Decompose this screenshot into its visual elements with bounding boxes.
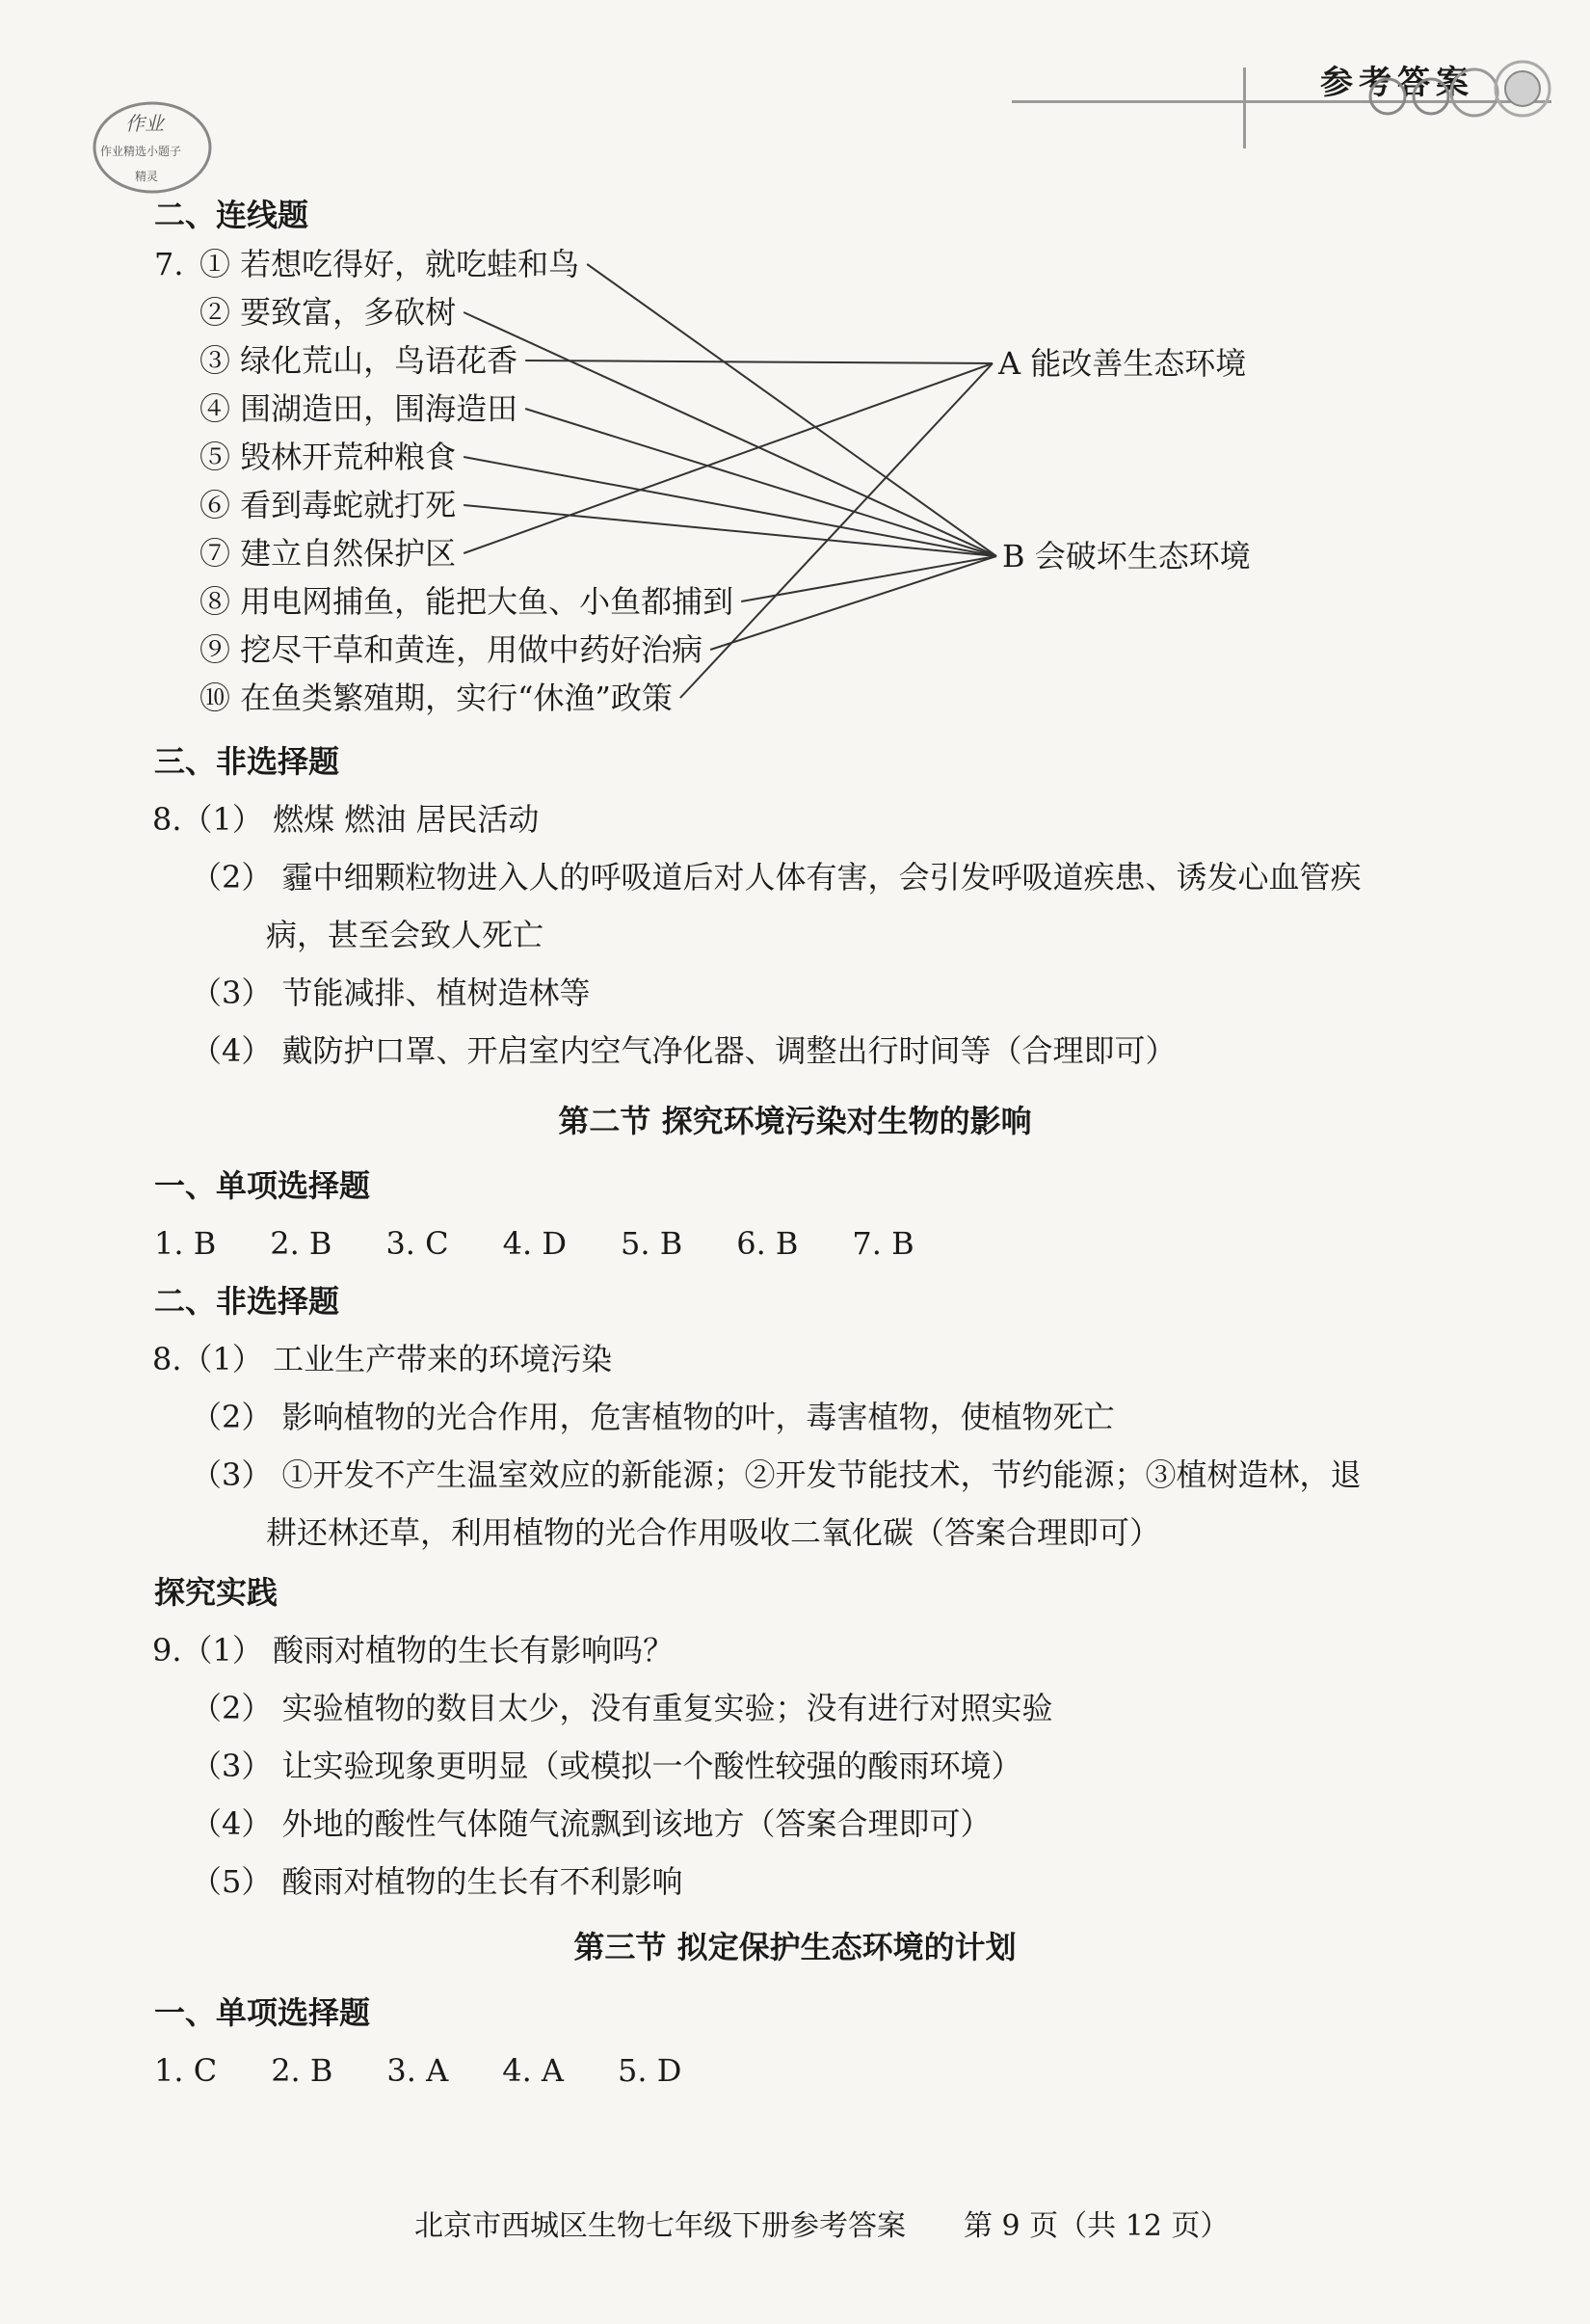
s2-q9-line: （5） 酸雨对植物的生长有不利影响: [191, 1863, 683, 1900]
stamp-top-text: 作业: [125, 112, 164, 135]
heading-practice: 探究实践: [154, 1574, 278, 1611]
section3-title: 第三节 拟定保护生态环境的计划: [573, 1929, 1017, 1965]
s1-q8-line: （3） 节能减排、植树造林等: [191, 975, 591, 1011]
match-item: ④ 围湖造田，围海造田: [199, 390, 518, 427]
header-title: 参考答案: [1320, 64, 1474, 102]
s2-q8-line: （3） ①开发不产生温室效应的新能源；②开发节能技术，节约能源；③植树造林，退: [191, 1456, 1362, 1493]
footer-text: 北京市西城区生物七年级下册参考答案: [414, 2209, 906, 2243]
match-item: ⑥ 看到毒蛇就打死: [199, 487, 457, 523]
answer: 4. D: [502, 1225, 567, 1262]
s2-q9-line: （3） 让实验现象更明显（或模拟一个酸性较强的酸雨环境）: [191, 1748, 1022, 1784]
match-item: ① 若想吃得好，就吃蛙和鸟: [199, 246, 580, 282]
heading-single-choice-3: 一、单项选择题: [154, 1994, 371, 2031]
match-item: ⑦ 建立自然保护区: [199, 535, 457, 572]
answer: 3. A: [386, 2052, 449, 2089]
match-item: ⑩ 在鱼类繁殖期，实行“休渔”政策: [199, 680, 673, 716]
answer: 7. B: [852, 1225, 914, 1262]
footer-page: 第 9 页（共 12 页）: [964, 2209, 1230, 2243]
match-target-a: A 能改善生态环境: [998, 345, 1247, 382]
s1-q8-line: （4） 戴防护口罩、开启室内空气净化器、调整出行时间等（合理即可）: [191, 1032, 1177, 1069]
s1-q8-line: 病，甚至会致人死亡: [266, 917, 544, 953]
answer: 2. B: [271, 2052, 333, 2089]
heading-nonchoice-1: 三、非选择题: [154, 743, 340, 780]
q7-number: 7.: [154, 246, 184, 282]
match-item: ⑧ 用电网捕鱼，能把大鱼、小鱼都捕到: [199, 583, 734, 620]
answer: 6. B: [736, 1225, 799, 1262]
answer: 4. A: [502, 2052, 565, 2089]
s2-answer-row: [154, 1224, 968, 1263]
match-item: ⑤ 毁林开荒种粮食: [199, 439, 457, 475]
match-item: ③ 绿化荒山，鸟语花香: [199, 342, 518, 379]
heading-nonchoice-2: 二、非选择题: [154, 1283, 340, 1320]
match-link-line: [587, 264, 996, 556]
s1-q8-line: （2） 霾中细颗粒物进入人的呼吸道后对人体有害，会引发呼吸道疾患、诱发心血管疾: [191, 859, 1362, 895]
matching-lines: [0, 0, 1590, 771]
answer: 1. C: [154, 2052, 218, 2089]
answer: 5. B: [620, 1225, 683, 1262]
match-link-line: [741, 556, 996, 601]
s3-answer-row: [154, 2051, 735, 2090]
stamp-bottom-text: 精灵: [135, 170, 159, 183]
s2-q9-line: 9.（1） 酸雨对植物的生长有影响吗？: [152, 1632, 675, 1669]
answer: 2. B: [270, 1225, 332, 1262]
s1-q8-line: 8.（1） 燃煤 燃油 居民活动: [152, 801, 540, 838]
match-link-line: [464, 363, 993, 553]
section2-title: 第二节 探究环境污染对生物的影响: [558, 1103, 1032, 1139]
s2-q9-line: （2） 实验植物的数目太少，没有重复实验；没有进行对照实验: [191, 1690, 1053, 1726]
stamp-mid-text: 作业精选小题子: [100, 145, 182, 158]
match-item: ⑨ 挖尽干草和黄连，用做中药好治病: [199, 631, 703, 668]
match-link-line: [525, 361, 993, 363]
match-link-line: [710, 556, 996, 650]
s2-q8-line: （2） 影响植物的光合作用，危害植物的叶，毒害植物，使植物死亡: [191, 1399, 1115, 1435]
heading-single-choice-2: 一、单项选择题: [154, 1167, 371, 1204]
s2-q8-line: 8.（1） 工业生产带来的环境污染: [152, 1341, 613, 1377]
answer: 3. C: [385, 1225, 449, 1262]
answer: 5. D: [618, 2052, 682, 2089]
match-target-b: B 会破坏生态环境: [1002, 538, 1251, 574]
heading-matching: 二、连线题: [154, 197, 309, 233]
s2-q9-line: （4） 外地的酸性气体随气流飘到该地方（答案合理即可）: [191, 1805, 992, 1842]
match-item: ② 要致富，多砍树: [199, 294, 457, 331]
match-link-line: [464, 312, 996, 556]
s2-q8-line: 耕还林还草，利用植物的光合作用吸收二氧化碳（答案合理即可）: [266, 1514, 1161, 1551]
answer: 1. B: [154, 1225, 217, 1262]
